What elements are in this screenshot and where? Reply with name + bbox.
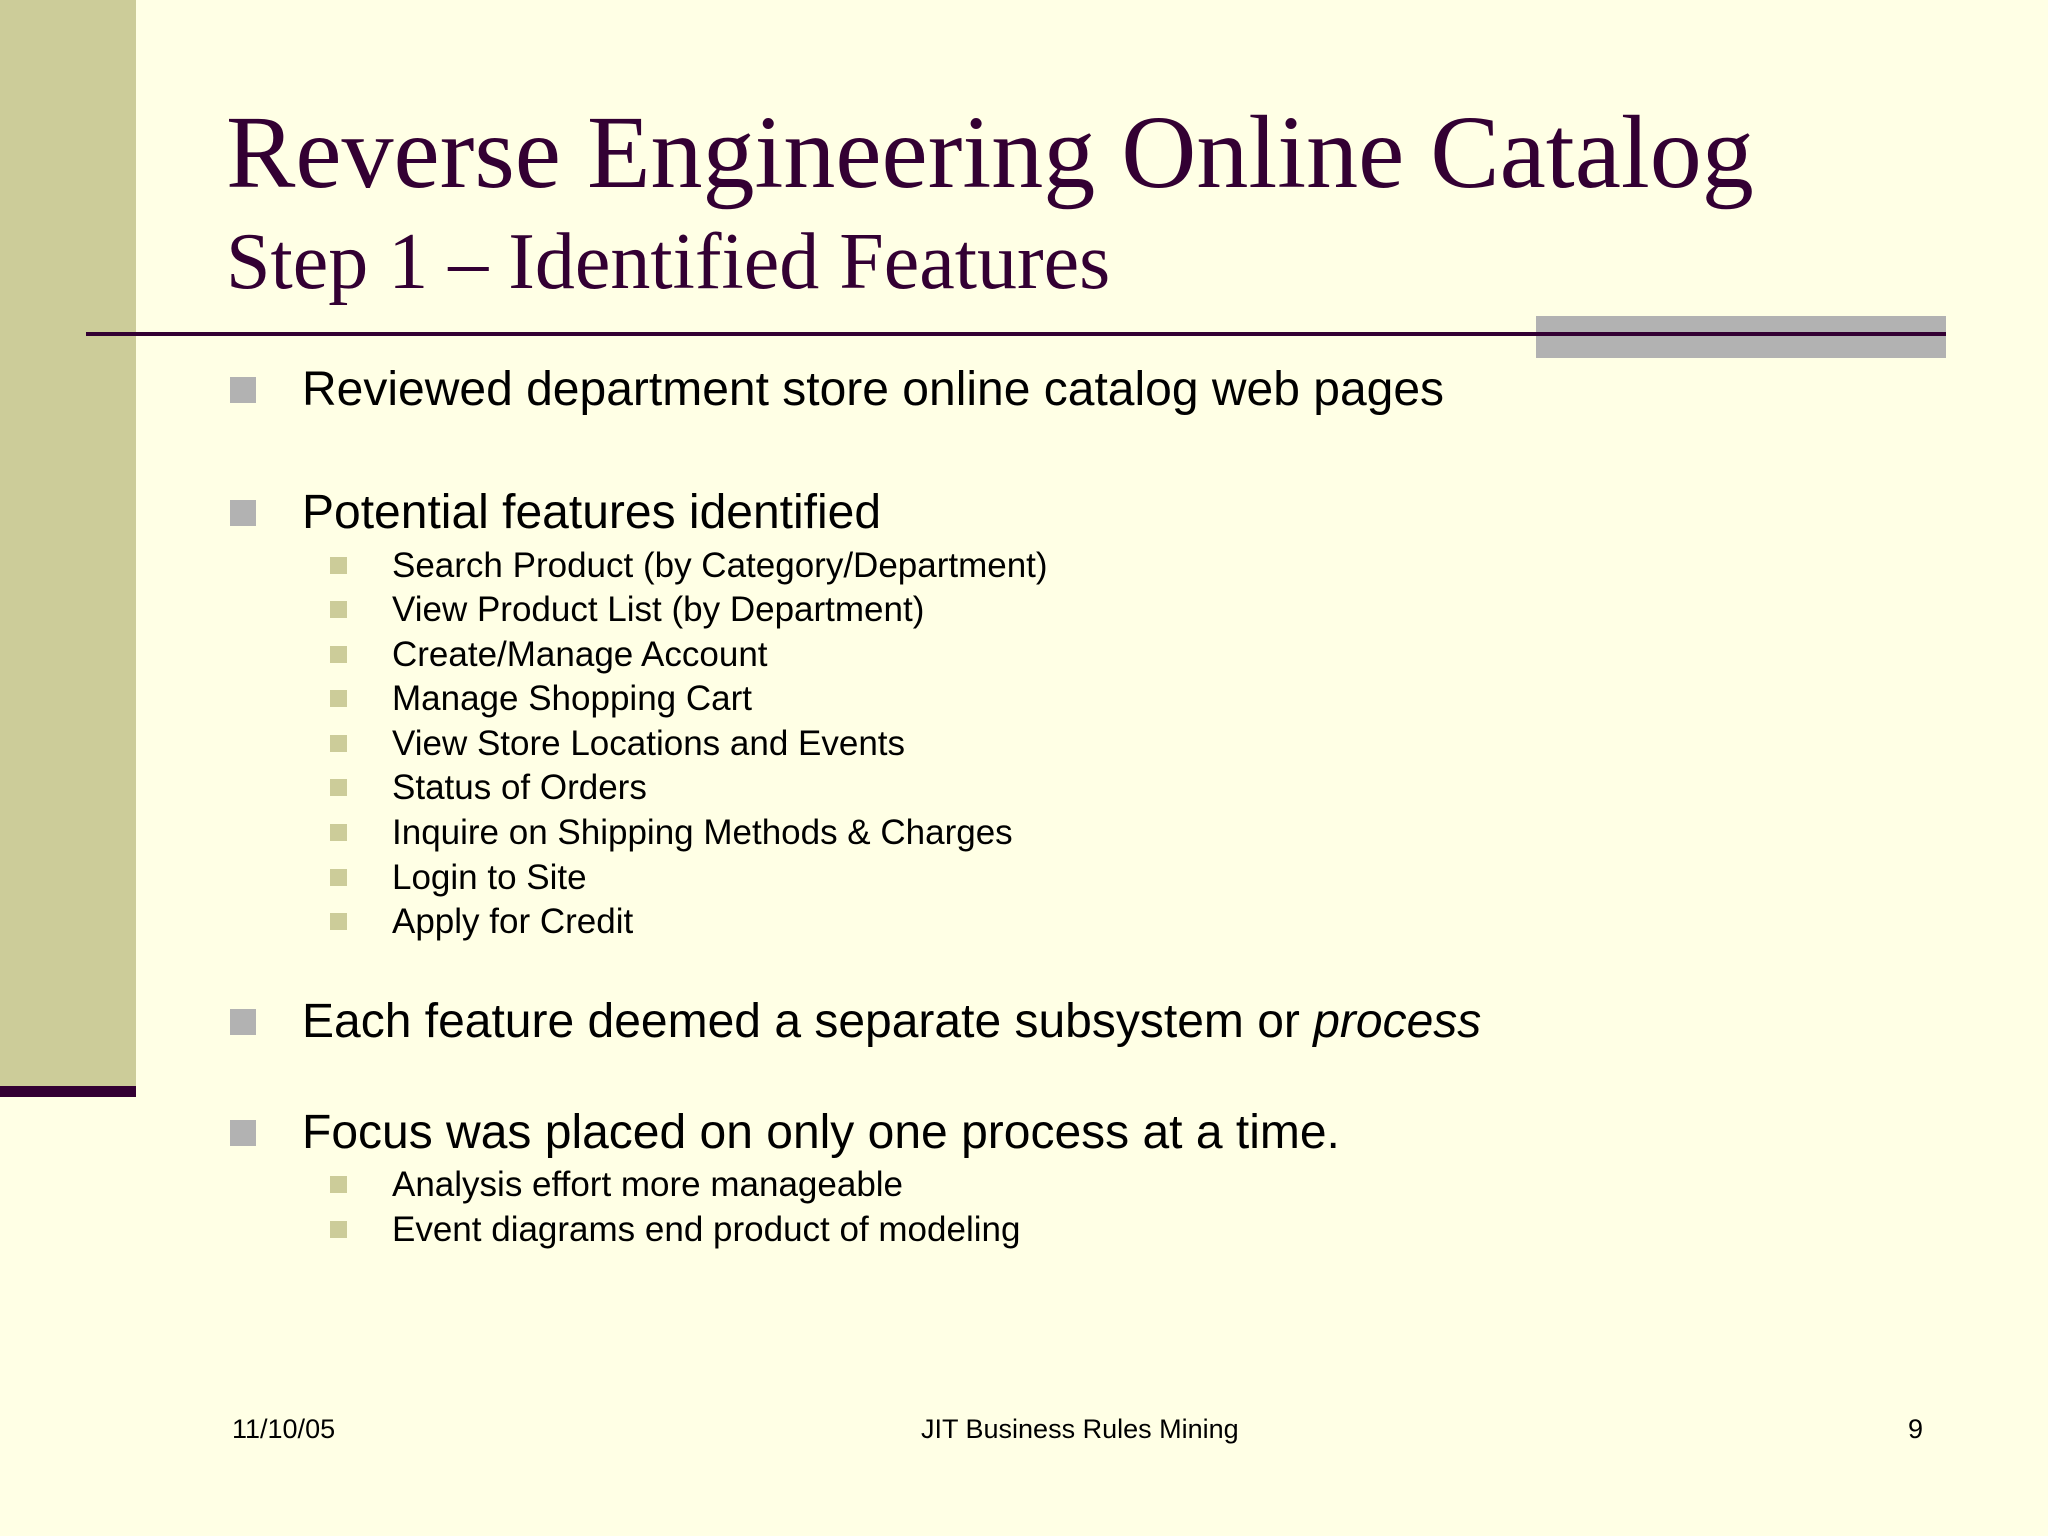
bullet-potential-features: Potential features identified: [302, 486, 882, 539]
bullet-focus: Focus was placed on only one process at a time.: [302, 1106, 1340, 1159]
footer-date: 11/10/05: [232, 1414, 336, 1444]
slide-number: 9: [1908, 1414, 1924, 1444]
feature-item: View Product List (by Department): [392, 590, 925, 629]
feature-item: Status of Orders: [392, 768, 647, 807]
sub-bullet-marker: [330, 913, 347, 930]
feature-item: Login to Site: [392, 858, 587, 897]
feature-item: Create/Manage Account: [392, 635, 768, 674]
bullet-marker: [230, 500, 256, 526]
sub-bullet-marker: [330, 1221, 347, 1238]
sub-bullet-marker: [330, 735, 347, 752]
sub-bullet-marker: [330, 1176, 347, 1193]
sidebar-decoration: [0, 0, 136, 1086]
sub-bullet-marker: [330, 690, 347, 707]
sub-bullet-marker: [330, 779, 347, 796]
footer-title: JIT Business Rules Mining: [921, 1414, 1239, 1444]
bullet-marker: [230, 1120, 256, 1146]
sub-bullet-marker: [330, 601, 347, 618]
focus-point-item: Analysis effort more manageable: [392, 1165, 904, 1204]
sub-bullet-marker: [330, 557, 347, 574]
bullet-marker: [230, 1009, 256, 1035]
emphasis-process: process: [1313, 995, 1482, 1048]
sub-bullet-marker: [330, 869, 347, 886]
slide-title: Reverse Engineering Online Catalog: [226, 95, 1754, 210]
feature-item: Manage Shopping Cart: [392, 679, 752, 718]
feature-item: Search Product (by Category/Department): [392, 546, 1048, 585]
sub-bullet-marker: [330, 824, 347, 841]
sidebar-rule: [0, 1086, 136, 1097]
feature-item: Inquire on Shipping Methods & Charges: [392, 813, 1013, 852]
bullet-text: Each feature deemed a separate subsystem or: [302, 995, 1314, 1048]
sub-bullet-marker: [330, 646, 347, 663]
slide-subtitle: Step 1 – Identified Features: [226, 218, 1111, 306]
bullet-marker: [230, 377, 256, 403]
focus-point-item: Event diagrams end product of modeling: [392, 1210, 1021, 1249]
title-accent-bar: [1536, 316, 1946, 358]
feature-item: View Store Locations and Events: [392, 724, 906, 763]
feature-item: Apply for Credit: [392, 902, 634, 941]
bullet-reviewed-pages: Reviewed department store online catalog web pages: [302, 363, 1445, 416]
title-accent-line: [1536, 332, 1946, 336]
bullet-separate-subsystem: [302, 992, 1481, 1052]
